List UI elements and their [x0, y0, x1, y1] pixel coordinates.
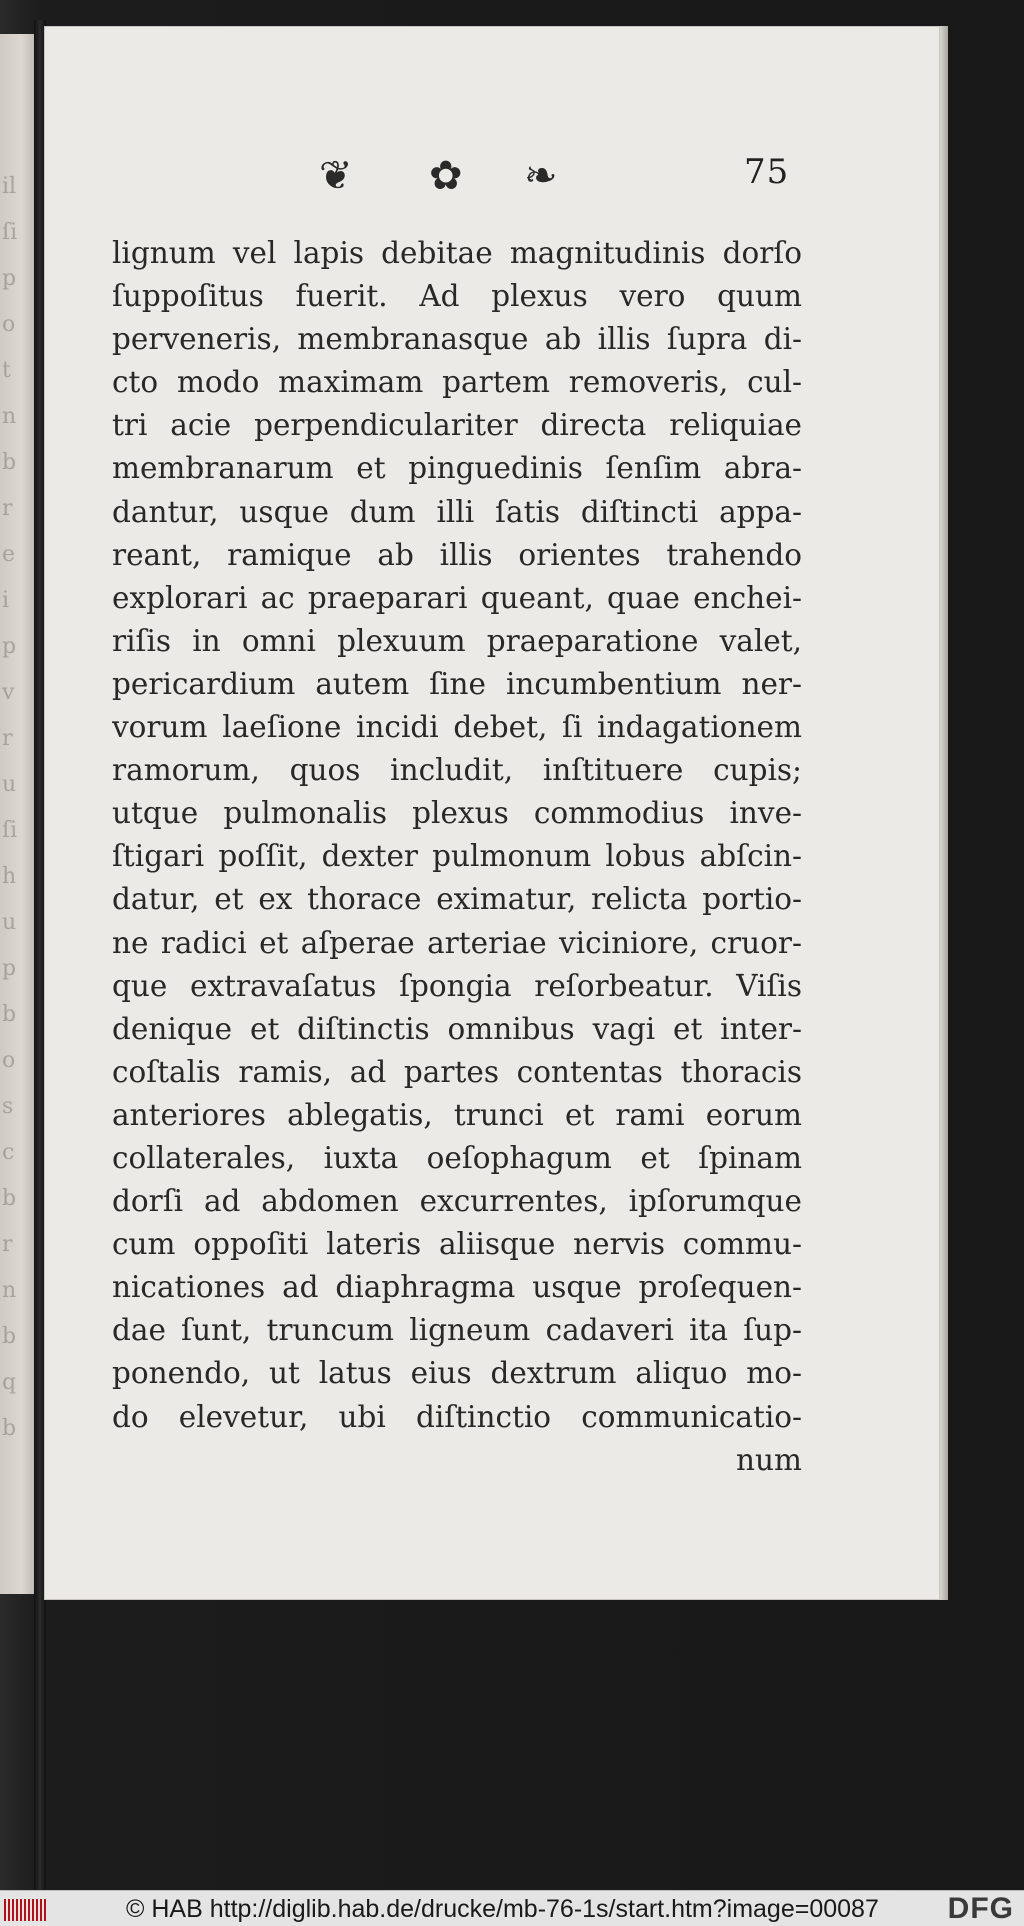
barcode-icon	[4, 1899, 48, 1921]
book-page	[44, 26, 940, 1600]
text-line: membranarum et pinguedinis ſenſim abra-	[112, 451, 802, 486]
text-line: dae ſunt, truncum ligneum cadaveri ita ſup-	[112, 1313, 802, 1348]
page-number: 75	[744, 152, 790, 192]
body-text	[112, 232, 802, 1482]
text-line: riſis in omni plexuum praeparatione valet,	[112, 623, 802, 658]
text-line: ſuppoſitus fuerit. Ad plexus vero quum	[112, 279, 802, 314]
text-line: ne radici et aſperae arteriae viciniore, cruor-	[112, 925, 802, 960]
dfg-logo: DFG	[947, 1892, 1014, 1925]
text-line: ramorum, quos includit, inſtituere cupis;	[112, 753, 802, 788]
text-line: denique et diſtinctis omnibus vagi et inter-	[112, 1011, 802, 1046]
text-line: pericardium autem ſine incumbentium ner-	[112, 666, 802, 701]
text-line: explorari ac praeparari queant, quae enchei-	[112, 580, 802, 615]
text-line: ponendo, ut latus eius dextrum aliquo mo-	[112, 1356, 802, 1391]
text-line: dorſi ad abdomen excurrentes, ipſorumque	[112, 1184, 802, 1219]
text-line: vorum laeſione incidi debet, ſi indagationem	[112, 710, 802, 745]
page-header	[274, 146, 814, 206]
text-line: reant, ramique ab illis orientes trahendo	[112, 537, 802, 572]
ornament-right-icon: ❧	[524, 153, 558, 199]
ornament-left-icon: ❦	[319, 153, 353, 199]
catchword: num	[736, 1442, 802, 1477]
text-line: collaterales, iuxta oeſophagum et ſpinam	[112, 1140, 802, 1175]
text-line: anteriores ablegatis, trunci et rami eorum	[112, 1097, 802, 1132]
text-line: cto modo maximam partem removeris, cul-	[112, 365, 802, 400]
text-line: coſtalis ramis, ad partes contentas thoracis	[112, 1054, 802, 1089]
text-line: cum oppoſiti lateris aliisque nervis commu-	[112, 1227, 802, 1262]
text-line: perveneris, membranasque ab illis ſupra di-	[112, 322, 802, 357]
copyright-link[interactable]: © HAB http://diglib.hab.de/drucke/mb-76-1s/start.htm?image=00087	[126, 1895, 879, 1923]
text-line: lignum vel lapis debitae magnitudinis dorſo	[112, 236, 802, 270]
text-line: dantur, usque dum illi ſatis diſtincti appa-	[112, 494, 802, 529]
text-line: datur, et ex thorace eximatur, relicta portio-	[112, 882, 802, 917]
page-edge	[940, 26, 948, 1600]
viewer-footer	[0, 1890, 1024, 1926]
text-line: ſtigari poſſit, dexter pulmonum lobus abſcin-	[112, 839, 802, 874]
text-line: nicationes ad diaphragma usque proſequen-	[112, 1270, 802, 1305]
text-line: do elevetur, ubi diſtinctio communicatio-	[112, 1399, 802, 1434]
text-line: tri acie perpendiculariter directa reliquiae	[112, 408, 802, 443]
ornament-center-icon: ✿	[429, 153, 463, 199]
text-line: utque pulmonalis plexus commodius inve-	[112, 796, 802, 831]
text-line: que extravaſatus ſpongia reſorbeatur. Viſis	[112, 968, 802, 1003]
previous-page-edge: il ſi p o t n b r e i p v r u ſi h u p b o s c b r n b q b	[0, 34, 36, 1594]
